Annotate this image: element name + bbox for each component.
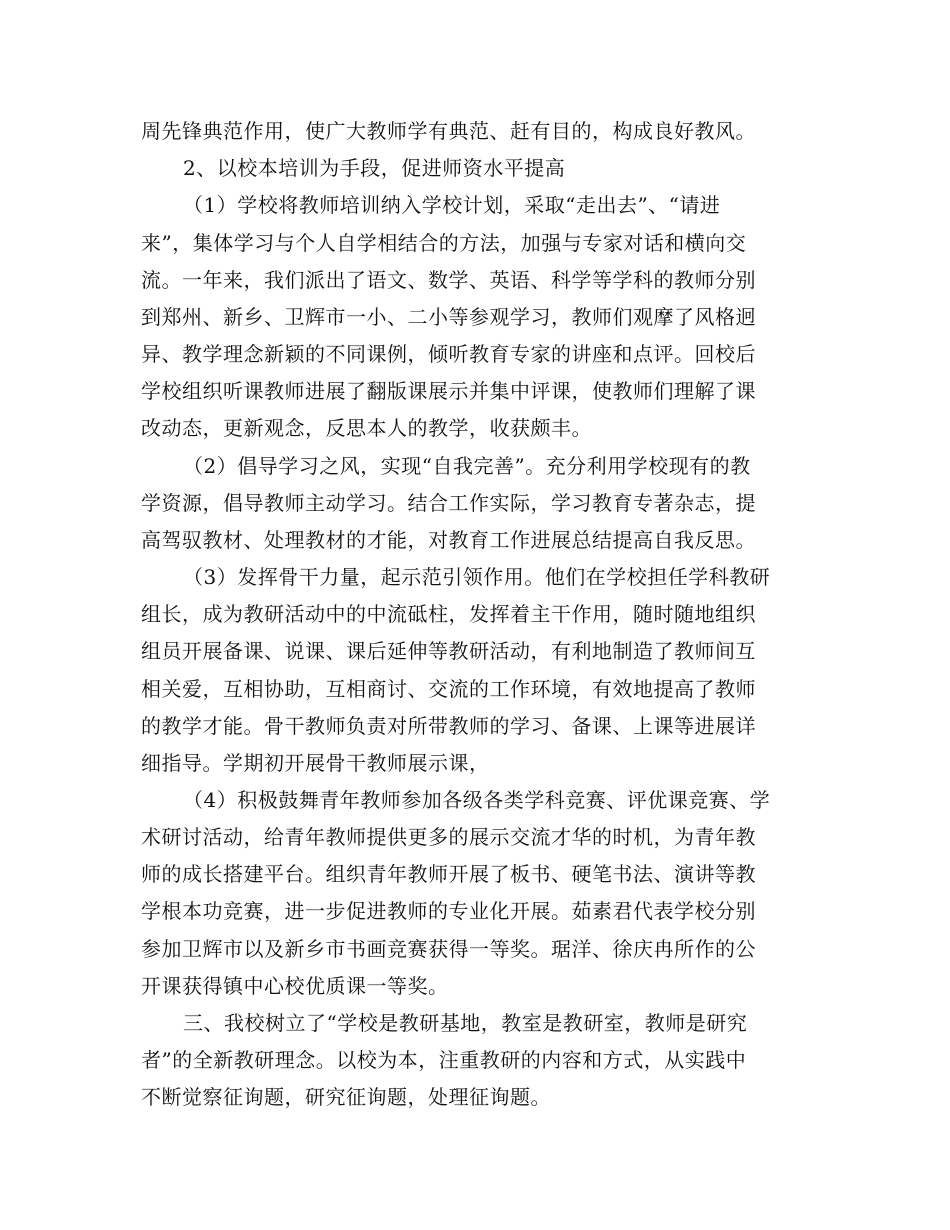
text-line: 周先锋典范作用，使广大教师学有典范、赶有目的，构成良好教风。 [141, 119, 756, 143]
text-line: 改动态，更新观念，反思本人的教学，收获颇丰。 [141, 416, 592, 440]
text-line: 参加卫辉市以及新乡市书画竞赛获得一等奖。琚洋、徐庆冉所作的公 [141, 937, 756, 961]
text-line: 不断觉察征询题，研究征询题，处理征询题。 [141, 1085, 551, 1109]
text-line: 高驾驭教材、处理教材的才能，对教育工作进展总结提高自我反思。 [141, 528, 756, 552]
text-line: 到郑州、新乡、卫辉市一小、二小等参观学习，教师们观摩了风格迥 [141, 305, 756, 329]
text-line: 细指导。学期初开展骨干教师展示课， [141, 751, 490, 775]
text-line: （4）积极鼓舞青年教师参加各级各类学科竞赛、评优课竞赛、学 [183, 788, 771, 812]
text-line: 者”的全新教研理念。以校为本，注重教研的内容和方式，从实践中 [141, 1048, 747, 1072]
text-line: 来”，集体学习与个人自学相结合的方法，加强与专家对话和横向交 [141, 231, 747, 255]
section-heading: 2、以校本培训为手段，促进师资水平提高 [183, 156, 566, 180]
text-line: 学校组织听课教师进展了翻版课展示并集中评课，使教师们理解了课 [141, 379, 756, 403]
text-line: 开课获得镇中心校优质课一等奖。 [141, 974, 449, 998]
text-line: 师的成长搭建平台。组织青年教师开展了板书、硬笔书法、演讲等教 [141, 862, 756, 886]
text-line: 学根本功竞赛，进一步促进教师的专业化开展。茹素君代表学校分别 [141, 899, 756, 923]
text-line: 组员开展备课、说课、课后延伸等教研活动，有利地制造了教师间互 [141, 639, 756, 663]
text-line: 三、我校树立了“学校是教研基地，教室是教研室，教师是研究 [183, 1011, 748, 1035]
text-line: （3）发挥骨干力量，起示范引领作用。他们在学校担任学科教研 [183, 565, 771, 589]
text-line: 异、教学理念新颖的不同课例，倾听教育专家的讲座和点评。回校后 [141, 342, 756, 366]
text-line: 学资源，倡导教师主动学习。结合工作实际，学习教育专著杂志，提 [141, 491, 756, 515]
text-line: （1）学校将教师培训纳入学校计划，采取“走出去”、“请进 [183, 193, 721, 217]
text-line: （2）倡导学习之风，实现“自我完善”。充分利用学校现有的教 [183, 454, 751, 478]
text-line: 的教学才能。骨干教师负责对所带教师的学习、备课、上课等进展详 [141, 714, 756, 738]
text-line: 术研讨活动，给青年教师提供更多的展示交流才华的时机，为青年教 [141, 825, 756, 849]
text-line: 组长，成为教研活动中的中流砥柱，发挥着主干作用，随时随地组织 [141, 602, 756, 626]
text-line: 相关爱，互相协助，互相商讨、交流的工作环境，有效地提高了教师 [141, 677, 756, 701]
text-line: 流。一年来，我们派出了语文、数学、英语、科学等学科的教师分别 [141, 268, 756, 292]
